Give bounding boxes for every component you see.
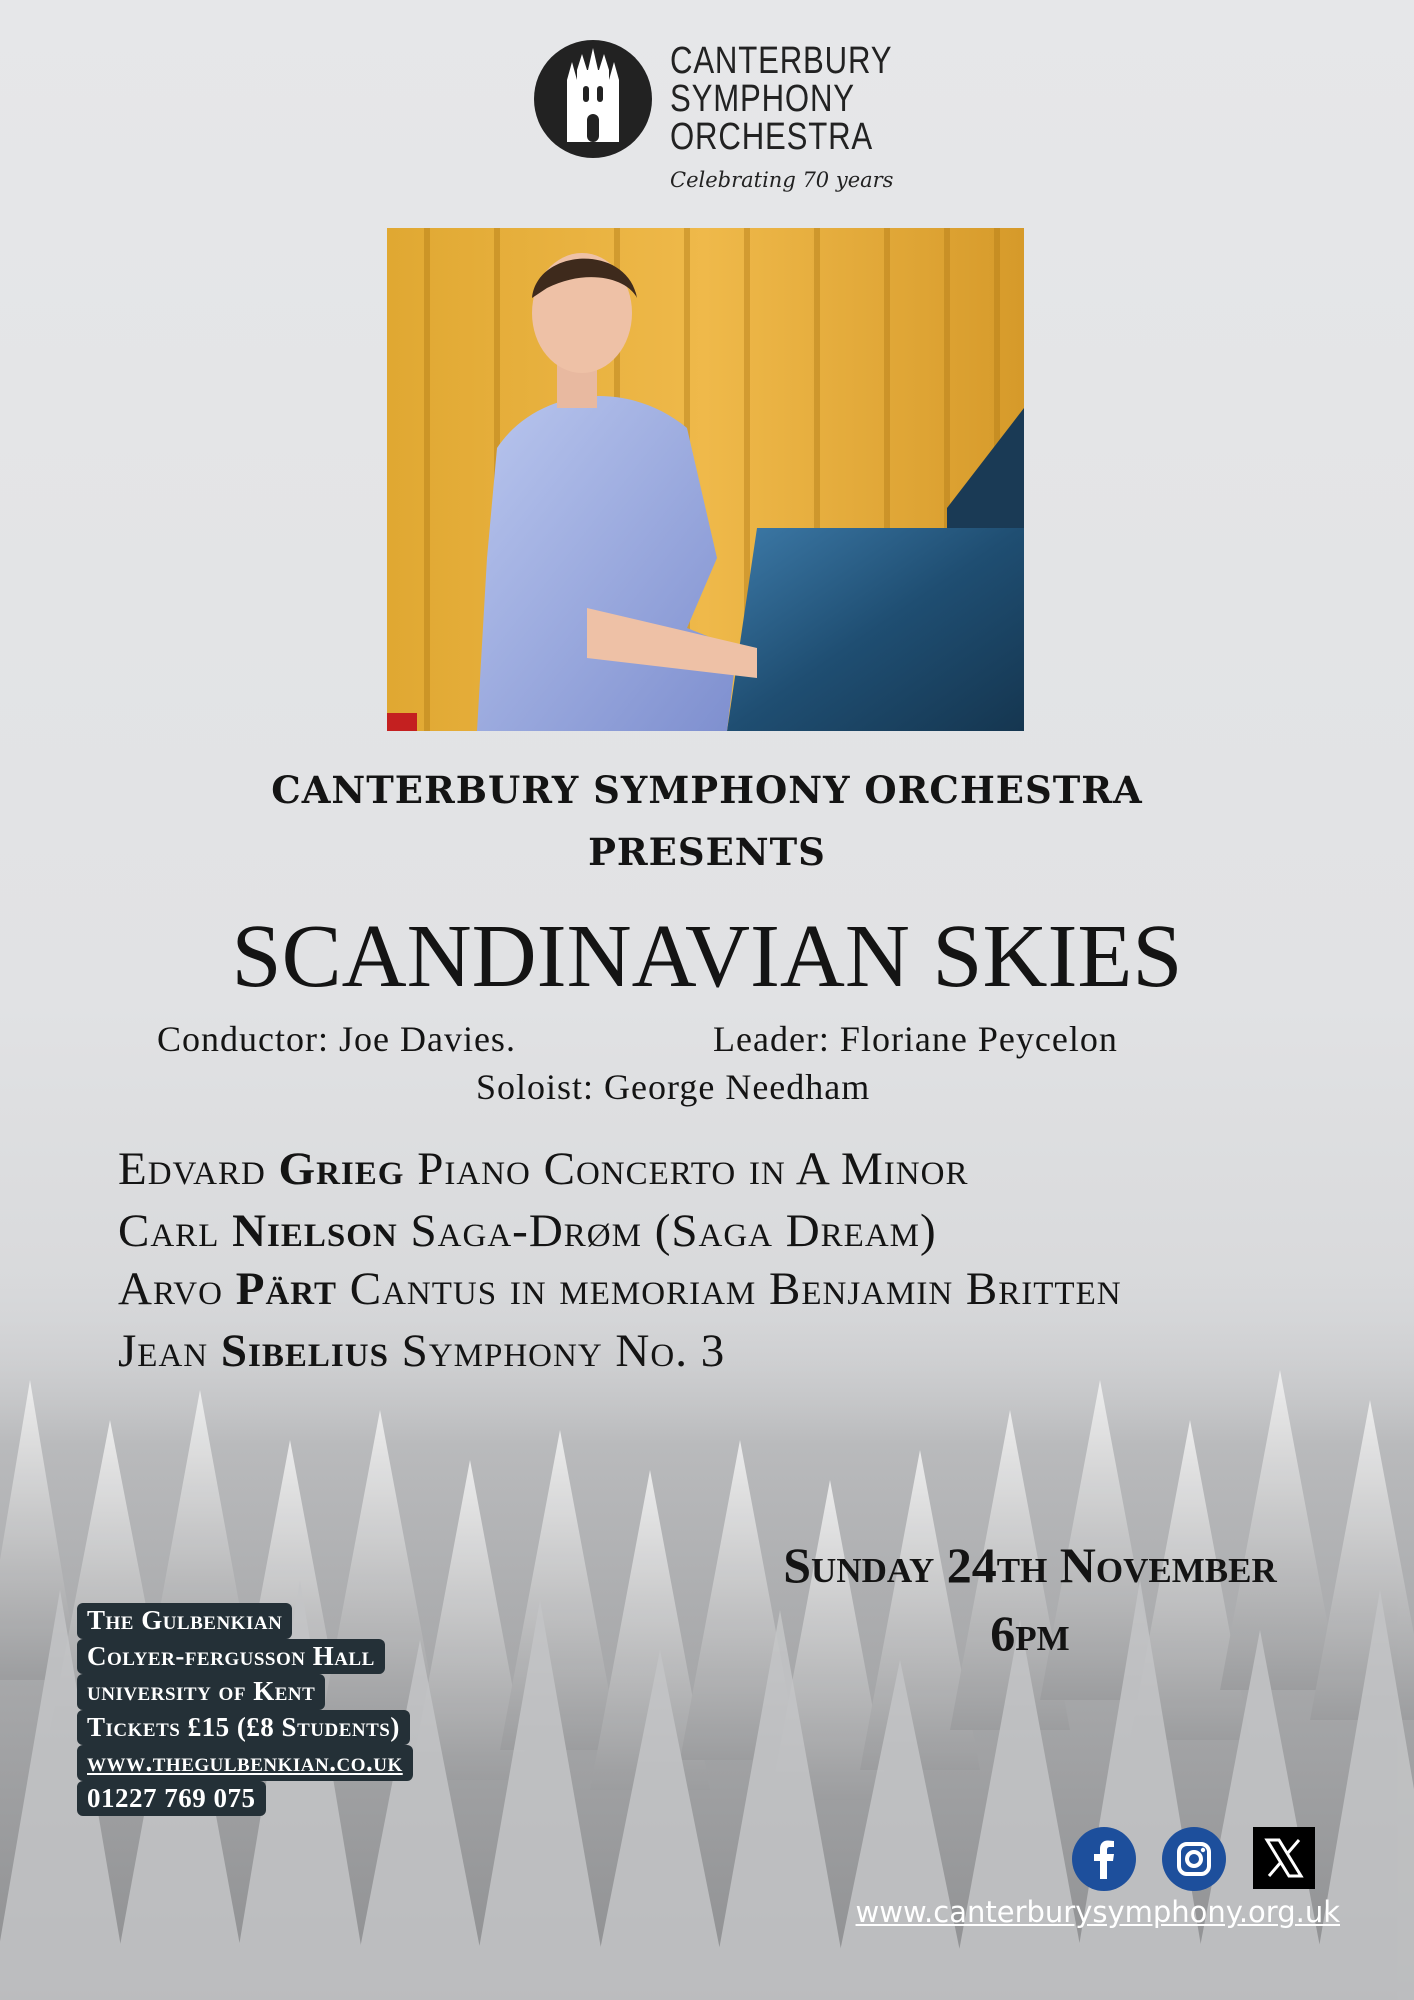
soloist-credit: Soloist: George Needham <box>476 1067 871 1107</box>
facebook-icon[interactable] <box>1072 1827 1136 1891</box>
logo-wordmark <box>670 42 892 156</box>
logo-tagline: Celebrating 70 years <box>670 168 894 192</box>
work-title: Cantus in memoriam Benjamin Britten <box>349 1263 1122 1315</box>
logo-word-2: SYMPHONY <box>670 78 855 120</box>
ticket-prices: Tickets £15 (£8 Students) <box>77 1710 410 1746</box>
programme-item <box>118 1204 937 1258</box>
composer-surname: Nielson <box>232 1205 398 1257</box>
composer-first-name: Jean <box>118 1325 209 1377</box>
conductor-credit: Conductor: Joe Davies. <box>157 1019 516 1059</box>
concert-title: SCANDINAVIAN SKIES <box>231 907 1183 1006</box>
presenter-line: CANTERBURY SYMPHONY ORCHESTRA <box>271 768 1143 812</box>
work-title: Symphony No. 3 <box>401 1325 726 1377</box>
venue-info <box>77 1603 413 1816</box>
venue-university: university of Kent <box>77 1674 325 1710</box>
concert-date: Sunday 24th November <box>783 1537 1277 1593</box>
pianist-photo <box>387 228 1024 731</box>
orchestra-website-link[interactable]: www.canterburysymphony.org.uk <box>855 1895 1340 1929</box>
venue-website-link[interactable]: www.thegulbenkian.co.uk <box>77 1745 413 1781</box>
box-office-phone: 01227 769 075 <box>77 1781 266 1817</box>
leader-credit: Leader: Floriane Peycelon <box>713 1019 1118 1059</box>
orchestra-logo <box>534 40 914 200</box>
x-icon[interactable] <box>1253 1827 1317 1891</box>
work-title: Piano Concerto in A Minor <box>417 1143 969 1195</box>
composer-first-name: Carl <box>118 1205 220 1257</box>
composer-surname: Sibelius <box>220 1325 389 1377</box>
composer-first-name: Edvard <box>118 1143 266 1195</box>
composer-surname: Grieg <box>278 1143 405 1195</box>
composer-surname: Pärt <box>235 1263 337 1315</box>
concert-time: 6pm <box>990 1605 1070 1661</box>
cathedral-logo-icon <box>534 40 652 158</box>
logo-word-3: ORCHESTRA <box>670 116 874 158</box>
venue-name: The Gulbenkian <box>77 1603 292 1639</box>
venue-hall: Colyer-fergusson Hall <box>77 1639 385 1675</box>
work-title: Saga-Drøm (Saga Dream) <box>410 1205 937 1257</box>
logo-word-1: CANTERBURY <box>670 40 893 82</box>
instagram-icon[interactable] <box>1162 1827 1226 1891</box>
programme-item <box>118 1262 1122 1316</box>
programme-item <box>118 1324 725 1378</box>
presents-line: PRESENTS <box>588 830 826 874</box>
composer-first-name: Arvo <box>118 1263 223 1315</box>
programme-item <box>118 1142 968 1196</box>
